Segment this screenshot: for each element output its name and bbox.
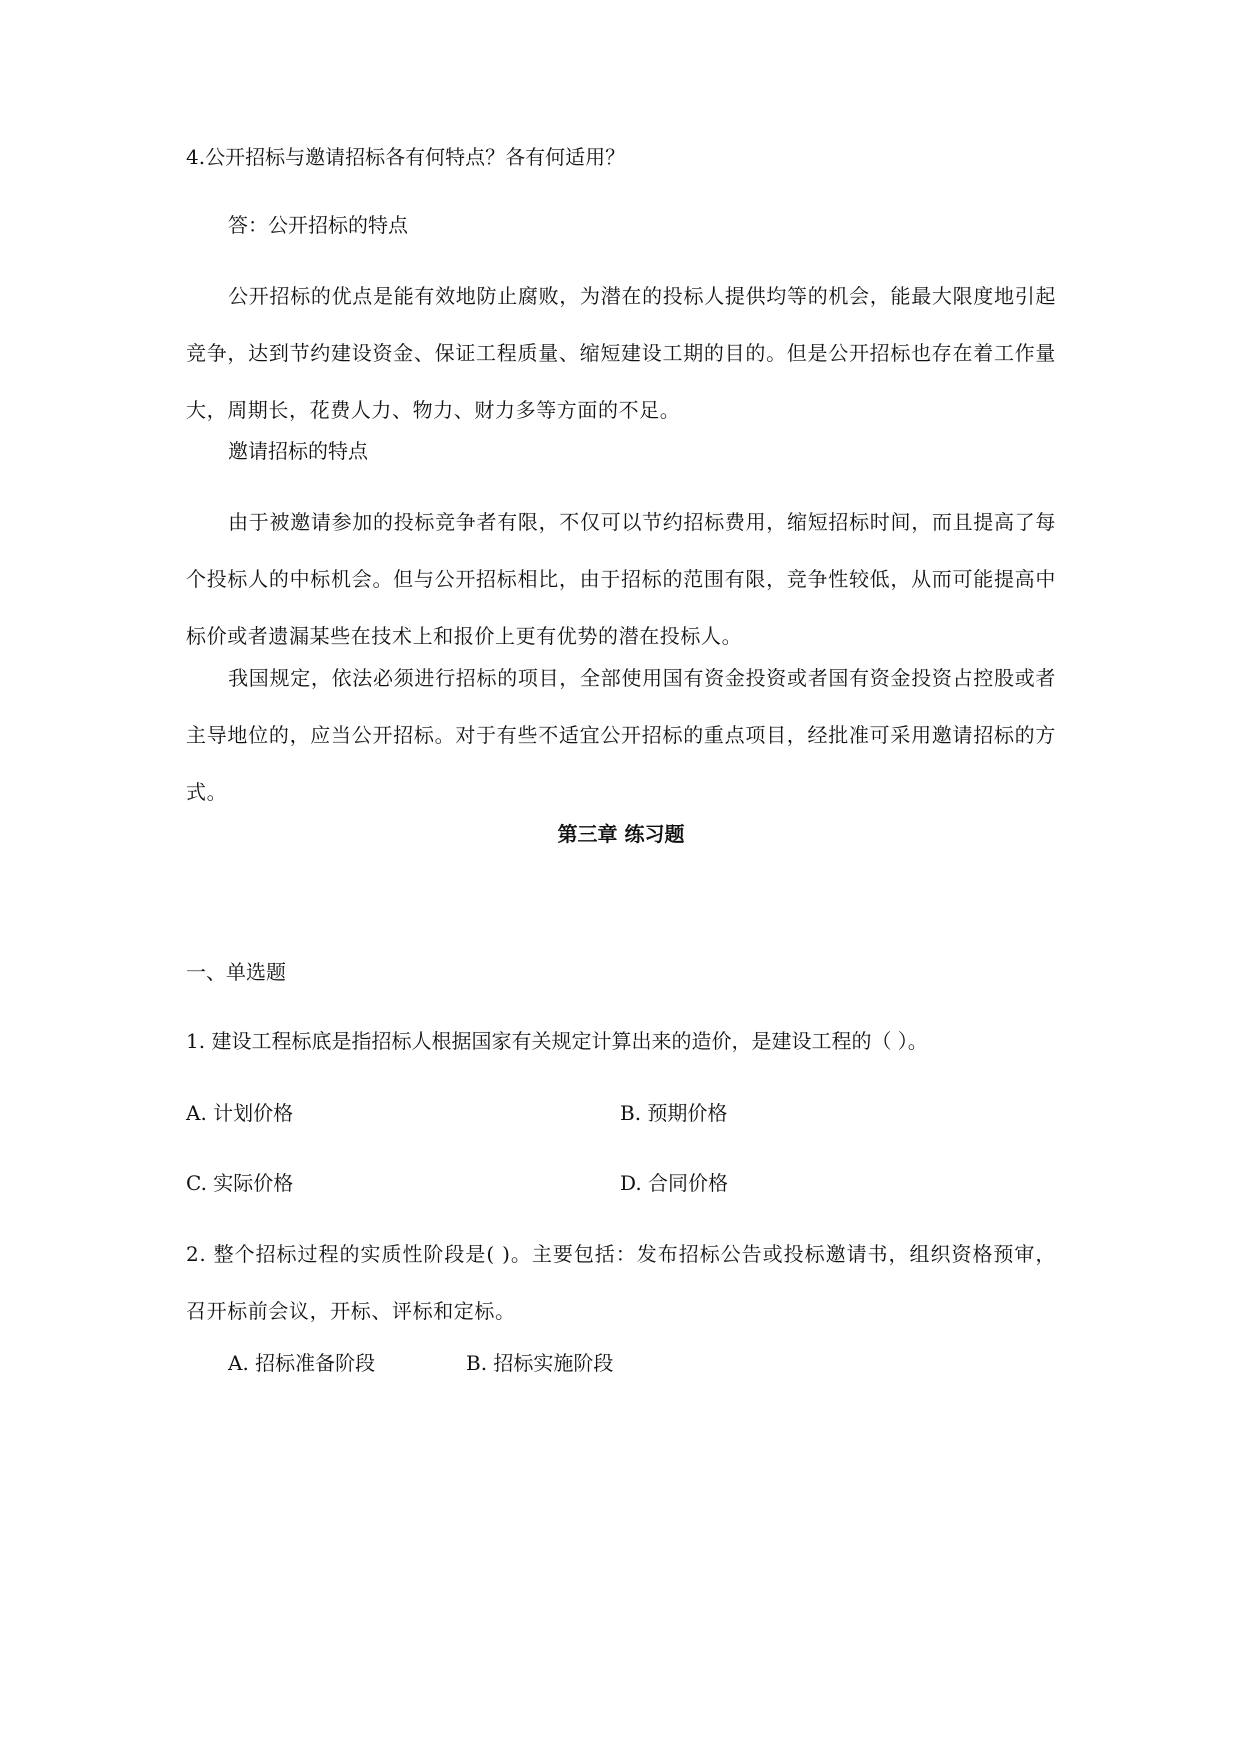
section-heading: 一、单选题 <box>186 960 286 984</box>
question-2-stem: 2. 整个招标过程的实质性阶段是( )。主要包括：发布招标公告或投标邀请书，组织资格预审，召开标前会议，开标、评标和定标。 <box>186 1242 1056 1323</box>
chapter-title: 第三章 练习题 <box>557 822 685 846</box>
q2-option-b: B. 招标实施阶段 <box>466 1351 614 1375</box>
q1-option-c: C. 实际价格 <box>186 1171 294 1195</box>
invite-tender-text: 由于被邀请参加的投标竞争者有限，不仅可以节约招标费用，缩短招标时间，而且提高了每个投标人的中标机会。但与公开招标相比，由于招标的范围有限，竞争性较低，从而可能提高中标价或者遗漏某些在技术上和报价上更有优势的潜在投标人。 <box>186 510 1056 648</box>
regulation-text: 我国规定，依法必须进行招标的项目，全部使用国有资金投资或者国有资金投资占控股或者主导地位的，应当公开招标。对于有些不适宜公开招标的重点项目，经批准可采用邀请招标的方式。 <box>186 666 1056 804</box>
answer-heading: 答：公开招标的特点 <box>228 213 408 237</box>
question-4-title: 4.公开招标与邀请招标各有何特点？各有何适用？ <box>186 145 626 169</box>
open-tender-text: 公开招标的优点是能有效地防止腐败，为潜在的投标人提供均等的机会，能最大限度地引起竞争，达到节约建设资金、保证工程质量、缩短建设工期的目的。但是公开招标也存在着工作量大，周期长，花费人力、物力、财力多等方面的不足。 <box>186 284 1056 422</box>
q1-option-a: A. 计划价格 <box>186 1101 294 1125</box>
regulation-paragraph <box>186 650 1056 821</box>
invite-tender-paragraph <box>186 494 1056 665</box>
invite-heading: 邀请招标的特点 <box>228 439 368 463</box>
q1-option-d: D. 合同价格 <box>620 1171 729 1195</box>
q2-option-a: A. 招标准备阶段 <box>228 1351 376 1375</box>
question-1-stem: 1. 建设工程标底是指招标人根据国家有关规定计算出来的造价，是建设工程的（ ）。 <box>186 1029 928 1053</box>
q1-option-b: B. 预期价格 <box>620 1101 728 1125</box>
open-tender-paragraph <box>186 268 1056 439</box>
